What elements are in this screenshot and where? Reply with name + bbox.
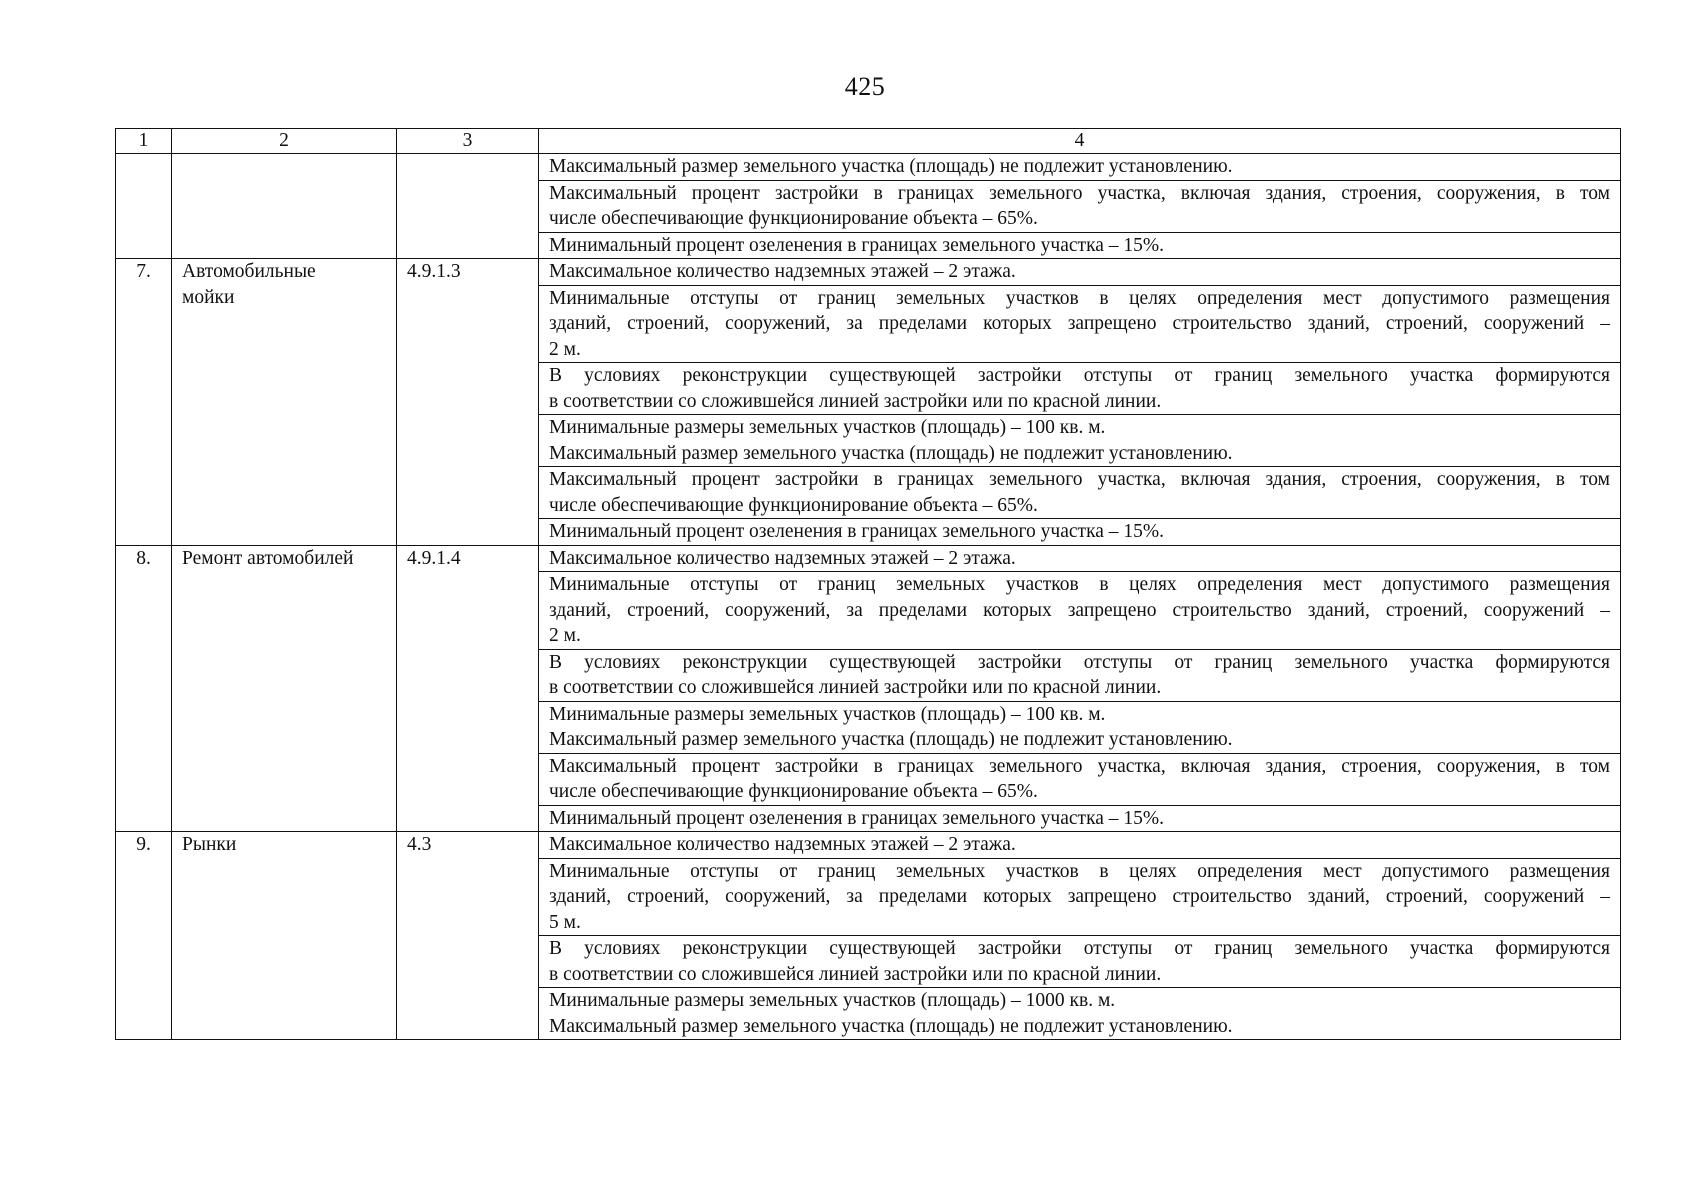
parameter-cell [539, 545, 1621, 572]
header-col-3: 3 [397, 129, 539, 154]
parameter-line: Максимальное количество надземных этажей – 2 этажа. [549, 547, 1016, 569]
code-cell [397, 154, 539, 259]
header-col-2: 2 [172, 129, 397, 154]
parameter-line: зданий, строений, сооружений, за пределами которых запрещено строительство зданий, строений, сооружений – [549, 313, 1610, 334]
parameter-line: в соответствии со сложившейся линией застройки или по красной линии. [549, 963, 1162, 985]
table-row [116, 154, 1621, 181]
item-name-line: Автомобильные [182, 261, 316, 282]
parameter-cell [539, 259, 1621, 286]
item-name [172, 832, 397, 1040]
parameter-line: Максимальное количество надземных этажей – 2 этажа. [549, 261, 1016, 282]
item-name [172, 545, 397, 832]
parameter-line: Минимальные размеры земельных участков (площадь) – 100 кв. м. [549, 417, 1106, 438]
parameter-cell [539, 572, 1621, 650]
parameter-line: Минимальные размеры земельных участков (площадь) – 1000 кв. м. [549, 990, 1116, 1011]
header-col-1: 1 [116, 129, 172, 154]
parameter-cell [539, 363, 1621, 415]
parameter-line: Максимальный процент застройки в границах земельного участка, включая здания, строения, сооружения, в том [549, 755, 1610, 777]
parameter-cell [539, 519, 1621, 546]
table-row [116, 259, 1621, 286]
number-cell [116, 154, 172, 259]
parameter-line: зданий, строений, сооружений, за пределами которых запрещено строительство зданий, строений, сооружений – [549, 599, 1610, 621]
table-row [116, 832, 1621, 859]
parameter-line: Максимальный процент застройки в границах земельного участка, включая здания, строения, сооружения, в том [549, 182, 1610, 204]
parameter-cell [539, 701, 1621, 753]
parameter-line: числе обеспечивающие функционирование объекта – 65%. [549, 208, 1038, 229]
parameter-line: в соответствии со сложившейся линией застройки или по красной линии. [549, 390, 1162, 412]
item-name-line: Ремонт автомобилей [182, 547, 354, 569]
parameter-cell [539, 154, 1621, 181]
parameter-line: Минимальный процент озеленения в границах земельного участка – 15%. [549, 521, 1165, 542]
header-col-4: 4 [539, 129, 1621, 154]
parameter-cell [539, 753, 1621, 805]
parameter-line: Максимальный размер земельного участка (площадь) не подлежит установлению. [549, 442, 1233, 464]
parameter-cell [539, 285, 1621, 363]
page-number: 425 [844, 72, 886, 101]
item-name-line: мойки [182, 286, 235, 308]
parameter-cell [539, 988, 1621, 1040]
item-number: 9. [116, 832, 172, 1040]
parameter-line: 2 м. [549, 338, 581, 360]
parameter-cell [539, 649, 1621, 701]
parameter-line: числе обеспечивающие функционирование объекта – 65%. [549, 781, 1038, 802]
parameter-line: Максимальное количество надземных этажей – 2 этажа. [549, 834, 1016, 855]
parameter-cell [539, 805, 1621, 832]
parameter-cell [539, 858, 1621, 936]
parameter-cell [539, 415, 1621, 467]
item-number: 8. [116, 545, 172, 832]
parameter-line: Минимальные размеры земельных участков (площадь) – 100 кв. м. [549, 703, 1106, 725]
item-code: 4.9.1.3 [397, 259, 539, 546]
header-row [116, 129, 1621, 154]
item-name [172, 259, 397, 546]
parameter-cell [539, 936, 1621, 988]
parameter-line: Максимальный процент застройки в границах земельного участка, включая здания, строения, сооружения, в том [549, 469, 1610, 490]
parameter-line: в соответствии со сложившейся линией застройки или по красной линии. [549, 677, 1162, 698]
parameter-line: Максимальный размер земельного участка (площадь) не подлежит установлению. [549, 1015, 1233, 1037]
parameter-line: Минимальный процент озеленения в границах земельного участка – 15%. [549, 234, 1165, 256]
parameter-line: числе обеспечивающие функционирование объекта – 65%. [549, 494, 1038, 516]
parameter-line: В условиях реконструкции существующей застройки отступы от границ земельного участка формируются [549, 365, 1610, 386]
parameter-cell [539, 232, 1621, 259]
parameter-line: Минимальный процент озеленения в границах земельного участка – 15%. [549, 807, 1165, 829]
item-name-line: Рынки [182, 834, 237, 855]
parameter-cell [539, 467, 1621, 519]
parameter-line: В условиях реконструкции существующей застройки отступы от границ земельного участка формируются [549, 938, 1610, 959]
parameter-line: зданий, строений, сооружений, за пределами которых запрещено строительство зданий, строений, сооружений – [549, 886, 1610, 907]
name-cell [172, 154, 397, 259]
parameter-cell [539, 180, 1621, 232]
parameter-line: Минимальные отступы от границ земельных участков в целях определения мест допустимого размещения [549, 287, 1610, 309]
parameter-line: Минимальные отступы от границ земельных участков в целях определения мест допустимого размещения [549, 574, 1610, 595]
parameter-line: Минимальные отступы от границ земельных участков в целях определения мест допустимого размещения [549, 860, 1610, 882]
regulations-table [115, 128, 1621, 1040]
parameter-line: В условиях реконструкции существующей застройки отступы от границ земельного участка формируются [549, 651, 1610, 673]
parameter-cell [539, 832, 1621, 859]
table-row [116, 545, 1621, 572]
parameter-line: 5 м. [549, 911, 581, 933]
parameter-line: Максимальный размер земельного участка (площадь) не подлежит установлению. [549, 156, 1233, 177]
item-code: 4.3 [397, 832, 539, 1040]
item-code: 4.9.1.4 [397, 545, 539, 832]
parameter-line: 2 м. [549, 625, 581, 646]
parameter-line: Максимальный размер земельного участка (площадь) не подлежит установлению. [549, 729, 1233, 750]
item-number: 7. [116, 259, 172, 546]
